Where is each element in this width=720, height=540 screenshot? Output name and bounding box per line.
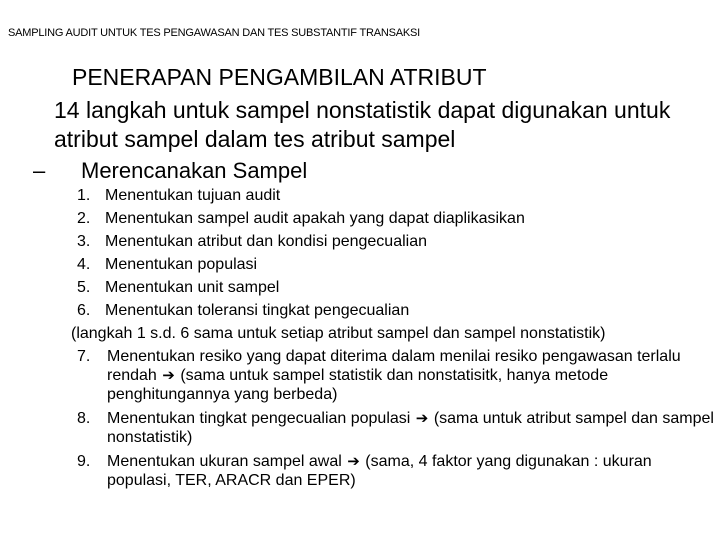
step-text xyxy=(107,409,717,447)
right-arrow-icon: ➔ xyxy=(415,409,429,427)
step-text-main: Menentukan tingkat pengecualian populasi xyxy=(107,410,411,427)
step-text-main: Menentukan resiko yang dapat diterima dalam menilai resiko pengawasan terlalu rendah xyxy=(107,348,681,384)
step-number: 5. xyxy=(77,279,91,296)
section-bullet xyxy=(33,158,307,184)
list-item xyxy=(77,209,717,228)
step-text: Menentukan atribut dan kondisi pengecualian xyxy=(105,233,428,250)
list-item xyxy=(77,452,717,490)
list-item xyxy=(77,409,717,447)
step-text: Menentukan toleransi tingkat pengecualian xyxy=(105,302,410,319)
right-arrow-icon: ➔ xyxy=(347,452,360,470)
list-item xyxy=(77,301,717,320)
step-number: 3. xyxy=(77,233,91,250)
step-number: 6. xyxy=(77,302,91,319)
slide-heading: PENERAPAN PENGAMBILAN ATRIBUT xyxy=(72,64,487,90)
step-number: 7. xyxy=(77,348,91,365)
step-text: Menentukan populasi xyxy=(105,256,258,273)
steps-list xyxy=(71,186,717,495)
list-item xyxy=(77,186,717,205)
step-number: 1. xyxy=(77,187,91,204)
step-number: 4. xyxy=(77,256,91,273)
step-number: 2. xyxy=(77,210,91,227)
step-text: Menentukan unit sampel xyxy=(105,279,280,296)
right-arrow-icon: ➔ xyxy=(162,366,175,384)
list-item xyxy=(77,232,717,251)
step-number: 9. xyxy=(77,453,91,470)
steps-note: (langkah 1 s.d. 6 sama untuk setiap atribut sampel dan sampel nonstatistik) xyxy=(71,325,606,342)
step-text-note: (sama untuk sampel statistik dan nonstatisitk, hanya metode penghitungannya yang berbeda) xyxy=(107,367,609,403)
list-item xyxy=(77,278,717,297)
step-text-main: Menentukan ukuran sampel awal xyxy=(107,453,342,470)
step-text-note: (sama, 4 faktor yang digunakan : ukuran populasi, TER, ARACR dan EPER) xyxy=(107,453,652,489)
step-number: 8. xyxy=(77,410,91,427)
step-text xyxy=(107,452,717,490)
step-text: Menentukan sampel audit apakah yang dapat diaplikasikan xyxy=(105,210,525,227)
list-item xyxy=(77,347,717,404)
step-text: Menentukan tujuan audit xyxy=(105,187,281,204)
dash-bullet-icon: – xyxy=(33,158,46,183)
step-text-note: (sama untuk atribut sampel dan sampel nonstatistik) xyxy=(107,410,714,446)
step-text xyxy=(107,347,717,404)
section-title: Merencanakan Sampel xyxy=(81,158,308,183)
intro-text: 14 langkah untuk sampel nonstatistik dapat digunakan untuk atribut sampel dalam tes atribut sampel xyxy=(54,97,671,152)
slide-header: SAMPLING AUDIT UNTUK TES PENGAWASAN DAN TES SUBSTANTIF TRANSAKSI xyxy=(8,27,421,39)
list-item xyxy=(77,255,717,274)
